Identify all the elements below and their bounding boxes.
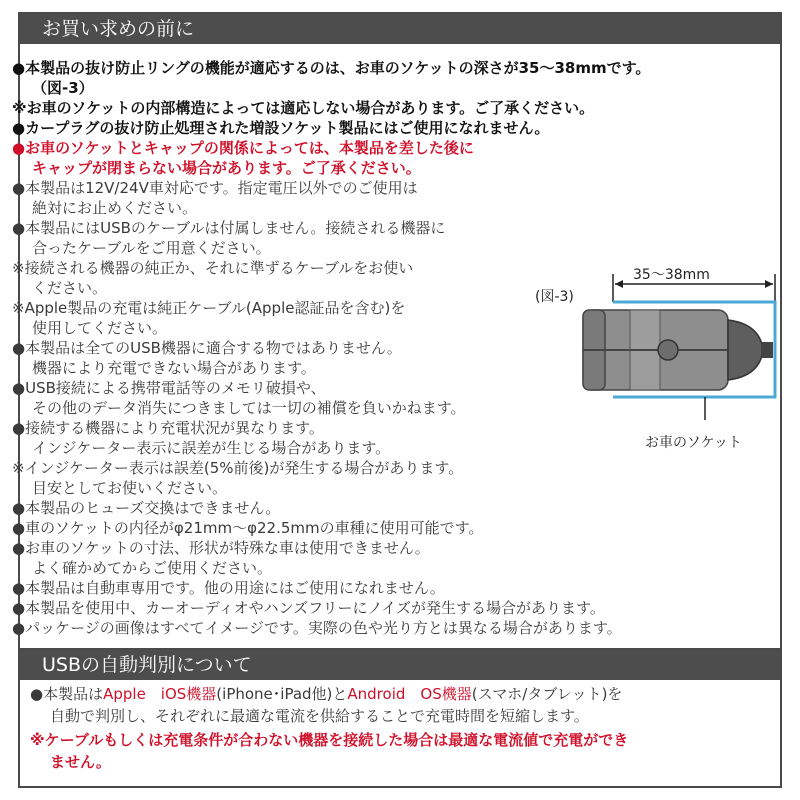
usb-note-mid: (iPhone･iPad他)と — [216, 685, 348, 703]
section-title-before-purchase: お買い求めの前に — [20, 14, 780, 44]
note-line: ※Apple製品の充電は純正ケーブル(Apple認証品を含む)を — [12, 299, 406, 317]
note-line: 機器により充電できない場合があります。 — [32, 359, 316, 377]
note-line: ●車のソケットの内径がφ21mm～φ22.5mmの車種に使用可能です。 — [12, 519, 484, 537]
note-line: ●本製品は12V/24V車対応です。指定電圧以外でのご使用は — [12, 179, 418, 197]
note-line: よく確かめてからご使用ください。 — [32, 559, 273, 577]
usb-note-suffix: (スマホ/タブレット)を — [471, 685, 623, 703]
note-line: ●接続する機器により充電状況が異なります。 — [12, 419, 324, 437]
figure-label: (図-3) — [535, 289, 574, 305]
note-line: （図-3） — [32, 79, 94, 97]
section-title-usb-detection: USBの自動判別について — [20, 650, 780, 680]
note-line: ●本製品のヒューズ交換はできません。 — [12, 499, 281, 517]
note-line: インジケーター表示に誤差が生じる場合があります。 — [32, 439, 391, 457]
note-line: ください。 — [32, 279, 108, 297]
note-line: ●本製品にはUSBのケーブルは付属しません。接続される機器に — [12, 219, 446, 237]
note-line: 使用してください。 — [32, 319, 168, 337]
note-line: ●パッケージの画像はすべてイメージです。実際の色や光り方とは異なる場合があります。 — [12, 619, 622, 637]
note-line: その他のデータ消失につきましては一切の補償を負いかねます。 — [32, 399, 466, 417]
usb-note-line-1 — [30, 684, 622, 704]
apple-ios-label: Apple iOS機器 — [103, 685, 217, 703]
note-line: ●本製品の抜け防止リングの機能が適応するのは、お車のソケットの深さが35～38mmです。 — [12, 59, 651, 77]
note-line: ●本製品は自動車専用です。他の用途にはご使用になれません。 — [12, 579, 445, 597]
usb-note-warning-cont: ません。 — [50, 753, 111, 771]
note-line: 目安としてお使いください。 — [32, 479, 228, 497]
socket-depth-figure — [535, 262, 780, 462]
note-line: 絶対にお止めください。 — [32, 199, 198, 217]
note-line-warning: ●お車のソケットとキャップの関係によっては、本製品を差した後に — [12, 139, 474, 157]
note-line: ●カープラグの抜け防止処理された増設ソケット製品にはご使用になれません。 — [12, 119, 550, 137]
note-line: ●お車のソケットの寸法、形状が特殊な車は使用できません。 — [12, 539, 430, 557]
note-line: ●本製品を使用中、カーオーディオやハンズフリーにノイズが発生する場合があります。 — [12, 599, 605, 617]
android-os-label: Android OS機器 — [347, 685, 472, 703]
note-line: ●本製品は全てのUSB機器に適合する物ではありません。 — [12, 339, 402, 357]
note-line-warning: キャップが閉まらない場合があります。ご了承ください。 — [32, 159, 421, 177]
note-line: 合ったケーブルをご用意ください。 — [32, 239, 271, 257]
note-line: ●USB接続による携帯電話等のメモリ破損や、 — [12, 379, 326, 397]
note-line: ※接続される機器の純正か、それに準ずるケーブルをお使い — [12, 259, 414, 277]
dimension-label: 35～38mm — [633, 267, 710, 283]
usb-note-prefix: ●本製品は — [30, 685, 104, 703]
usb-note-warning: ※ケーブルもしくは充電条件が合わない機器を接続した場合は最適な電流値で充電ができ — [30, 731, 629, 749]
note-line: ※お車のソケットの内部構造によっては適応しない場合があります。ご了承ください。 — [12, 99, 595, 117]
usb-note-line-2: 自動で判別し、それぞれに最適な電流を供給することで充電時間を短縮します。 — [50, 707, 589, 725]
note-line: ※インジケーター表示は誤差(5%前後)が発生する場合があります。 — [12, 459, 464, 477]
socket-label: お車のソケット — [645, 435, 742, 451]
